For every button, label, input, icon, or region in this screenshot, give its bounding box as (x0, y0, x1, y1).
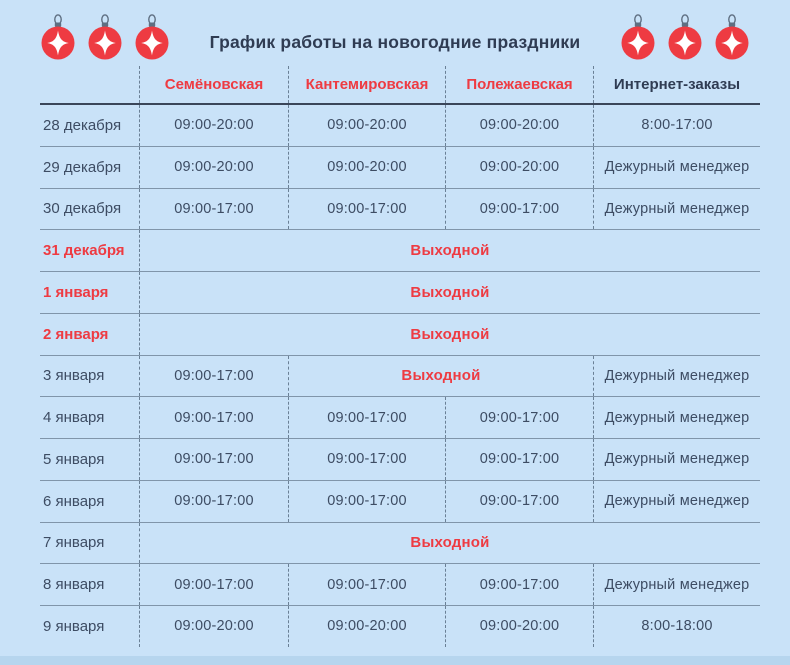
schedule-cell: 09:00-20:00 (139, 606, 288, 647)
table-row (40, 606, 760, 647)
row-date: 4 января (43, 409, 105, 427)
table-row (40, 105, 760, 147)
day-off-cell: Выходной (288, 356, 593, 397)
table-row (40, 439, 760, 481)
row-date: 9 января (43, 617, 105, 635)
schedule-cell: Дежурный менеджер (593, 147, 760, 188)
schedule-cell: 09:00-17:00 (288, 439, 445, 480)
schedule-cell: 09:00-17:00 (288, 189, 445, 230)
schedule-cell: 09:00-20:00 (445, 606, 593, 647)
day-off-cell: Выходной (139, 230, 760, 271)
schedule-cell: 8:00-18:00 (593, 606, 760, 647)
schedule-cell: 09:00-17:00 (139, 189, 288, 230)
row-date: 30 декабря (43, 200, 122, 218)
schedule-cell: Дежурный менеджер (593, 481, 760, 522)
schedule-cell: 09:00-17:00 (139, 439, 288, 480)
table-row (40, 272, 760, 314)
schedule-cell: Дежурный менеджер (593, 397, 760, 438)
column-header-semyonovskaya: Семёновская (139, 66, 288, 103)
schedule-cell: 09:00-20:00 (445, 105, 593, 146)
day-off-cell: Выходной (139, 314, 760, 355)
column-header-polezhaevskaya: Полежаевская (445, 66, 593, 103)
table-row (40, 230, 760, 272)
table-row (40, 189, 760, 231)
schedule-cell: 8:00-17:00 (593, 105, 760, 146)
schedule-cell: 09:00-17:00 (288, 481, 445, 522)
schedule-cell: 09:00-17:00 (445, 439, 593, 480)
table-header-row (40, 66, 760, 105)
row-date: 7 января (43, 534, 105, 552)
row-date: 8 января (43, 576, 105, 594)
row-date: 2 января (43, 325, 109, 343)
schedule-cell: 09:00-17:00 (445, 397, 593, 438)
row-date: 1 января (43, 283, 109, 301)
row-date: 31 декабря (43, 242, 125, 260)
page-title: График работы на новогодние праздники (209, 32, 581, 52)
column-header-internet: Интернет-заказы (593, 66, 760, 103)
row-date: 3 января (43, 367, 105, 385)
schedule-cell: 09:00-17:00 (139, 481, 288, 522)
schedule-cell: 09:00-17:00 (288, 564, 445, 605)
day-off-cell: Выходной (139, 272, 760, 313)
table-row (40, 523, 760, 565)
schedule-cell: 09:00-20:00 (288, 606, 445, 647)
schedule-cell: 09:00-20:00 (288, 105, 445, 146)
footer-strip (0, 656, 790, 665)
day-off-cell: Выходной (139, 523, 760, 564)
table-row (40, 564, 760, 606)
row-date: 29 декабря (43, 158, 122, 176)
schedule-cell: 09:00-17:00 (139, 397, 288, 438)
column-header-kantemirovskaya: Кантемировская (288, 66, 445, 103)
schedule-cell: 09:00-17:00 (445, 481, 593, 522)
schedule-cell: Дежурный менеджер (593, 439, 760, 480)
table-row (40, 356, 760, 398)
schedule-cell: Дежурный менеджер (593, 356, 760, 397)
schedule-cell: 09:00-17:00 (445, 189, 593, 230)
schedule-cell: Дежурный менеджер (593, 564, 760, 605)
row-date: 5 января (43, 450, 105, 468)
schedule-cell: 09:00-17:00 (139, 356, 288, 397)
schedule-cell: Дежурный менеджер (593, 189, 760, 230)
schedule-cell: 09:00-20:00 (139, 147, 288, 188)
row-date: 28 декабря (43, 116, 122, 134)
header-date-spacer (40, 66, 139, 103)
schedule-cell: 09:00-17:00 (288, 397, 445, 438)
row-date: 6 января (43, 492, 105, 510)
schedule-cell: 09:00-20:00 (288, 147, 445, 188)
table-row (40, 397, 760, 439)
schedule-cell: 09:00-20:00 (139, 105, 288, 146)
schedule-cell: 09:00-17:00 (139, 564, 288, 605)
table-row (40, 147, 760, 189)
schedule-cell: 09:00-20:00 (445, 147, 593, 188)
schedule-table (40, 66, 760, 647)
schedule-cell: 09:00-17:00 (445, 564, 593, 605)
table-row (40, 481, 760, 523)
table-row (40, 314, 760, 356)
